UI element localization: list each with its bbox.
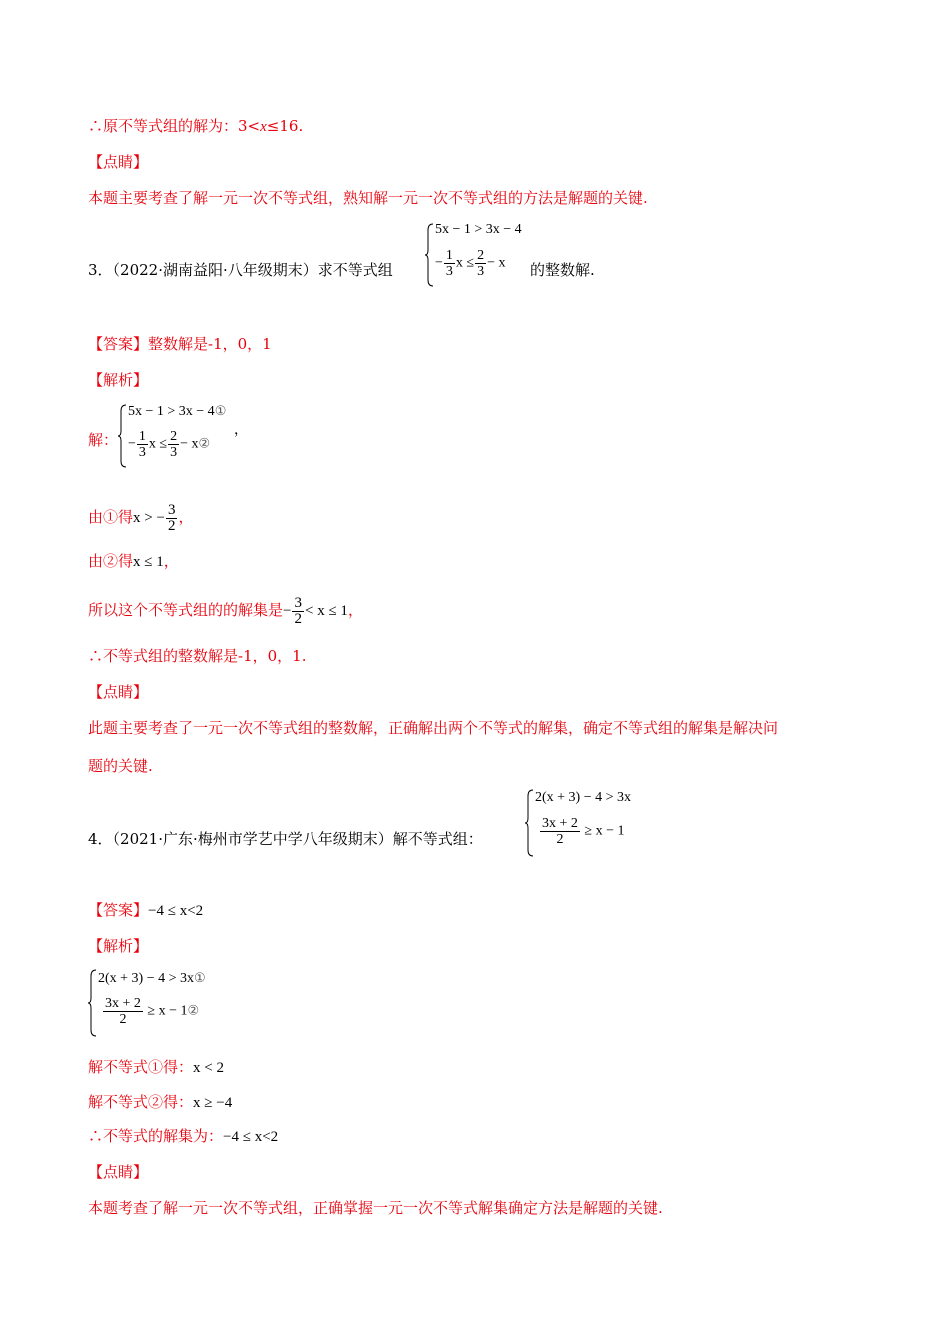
comma: ， xyxy=(234,423,248,438)
q3-step2: 由②得x ≤ 1， xyxy=(88,552,179,570)
brace-icon xyxy=(425,222,435,288)
comment-text: 本题主要考查了解一元一次不等式组，熟知解一元一次不等式组的方法是解题的关键. xyxy=(88,189,648,207)
q3-comment-line2: 题的关键. xyxy=(88,757,153,775)
brace-icon xyxy=(525,788,535,858)
q3-inequality-system xyxy=(425,222,530,288)
q3-ineq2: − $\frac{1}{3}$ x ≤ $\frac{2}{3}$ − x xyxy=(435,248,506,279)
brace-icon xyxy=(118,403,128,469)
q3-comment-line1: 此题主要考查了一元一次不等式组的整数解，正确解出两个不等式的解集，确定不等式组的解集是解决问 xyxy=(88,719,779,737)
brace-icon xyxy=(88,968,98,1038)
q3-comment-label: 【点睛】 xyxy=(88,683,149,701)
q4-solution-system xyxy=(88,968,238,1038)
q3-ineq1: 5x − 1 > 3x − 4 xyxy=(435,222,522,237)
q3-solve-prefix: 解： xyxy=(88,431,119,449)
conclusion-line: ∴原不等式组的解为：3<x≤16. xyxy=(88,117,304,135)
q4-analysis-label: 【解析】 xyxy=(88,937,149,955)
q4-sol-ineq1: 2(x + 3) − 4 > 3x① xyxy=(98,970,206,986)
q4-ineq1: 2(x + 3) − 4 > 3x xyxy=(535,790,632,805)
q3-step1: 由①得x > − $\frac{3}{2}$ ， xyxy=(88,502,194,535)
q3-analysis-label: 【解析】 xyxy=(88,371,149,389)
q4-inequality-system xyxy=(525,788,655,858)
q3-answer: 【答案】整数解是-1，0，1 xyxy=(88,335,272,353)
question-3: 3．（2022·湖南益阳·八年级期末）求不等式组 xyxy=(88,261,393,279)
q4-answer: 【答案】−4 ≤ x<2 xyxy=(88,901,204,919)
q3-solution-system xyxy=(118,403,248,469)
question-4: 4．（2021·广东·梅州市学艺中学八年级期末）解不等式组： xyxy=(88,830,483,848)
q4-step1: 解不等式①得：x < 2 xyxy=(88,1058,224,1076)
question-3-suffix: 的整数解. xyxy=(530,261,595,279)
q4-comment-text: 本题考查了解一元一次不等式组，正确掌握一元一次不等式解集确定方法是解题的关键. xyxy=(88,1199,663,1217)
q4-step2: 解不等式②得：x ≥ −4 xyxy=(88,1093,233,1111)
q4-sol-ineq2: $\frac{3x + 2}{2}$ ≥ x − 1② xyxy=(105,996,200,1027)
q3-step3: 所以这个不等式组的的解集是− $\frac{3}{2}$ < x ≤ 1， xyxy=(88,595,363,628)
comment-label: 【点睛】 xyxy=(88,153,149,171)
q4-comment-label: 【点睛】 xyxy=(88,1163,149,1181)
q3-conclusion: ∴不等式组的整数解是-1，0，1. xyxy=(88,647,307,665)
q3-sol-ineq2: − $\frac{1}{3}$ x ≤ $\frac{2}{3}$ − x② xyxy=(128,429,211,460)
q4-step3: ∴不等式的解集为：−4 ≤ x<2 xyxy=(88,1127,279,1145)
q4-ineq2: $\frac{3x + 2}{2}$ ≥ x − 1 xyxy=(542,816,625,847)
q3-sol-ineq1: 5x − 1 > 3x − 4① xyxy=(128,403,227,419)
